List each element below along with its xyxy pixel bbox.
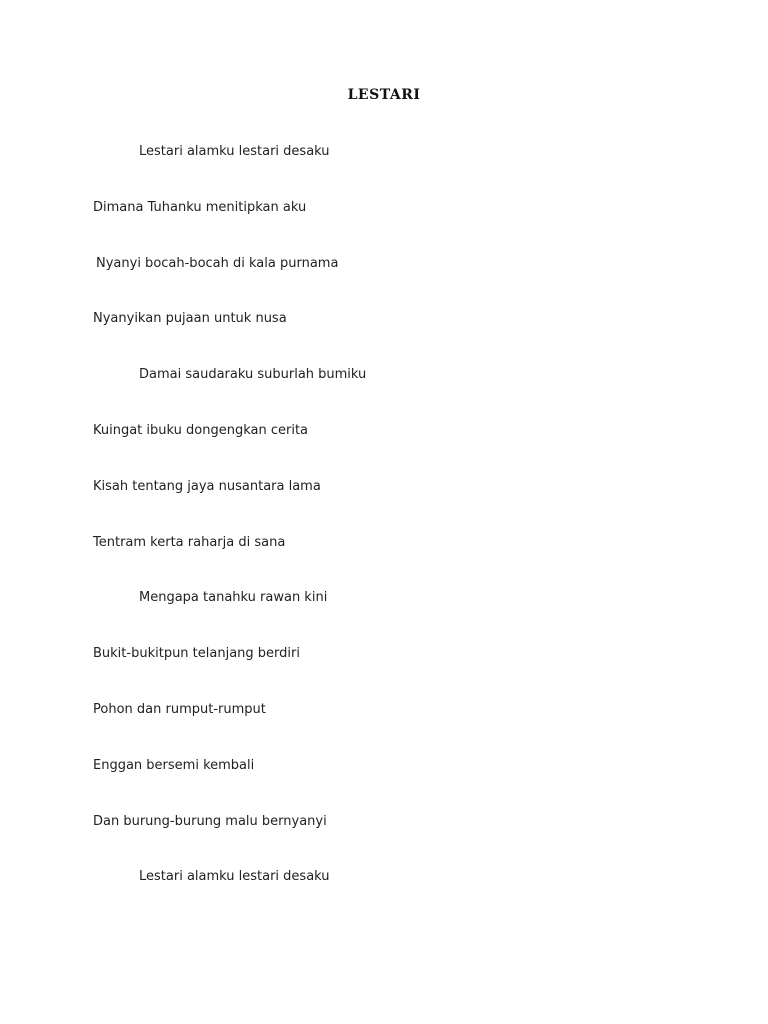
poem-line: Tentram kerta raharja di sana	[93, 534, 286, 550]
poem-line: Nyanyi bocah-bocah di kala purnama	[96, 255, 339, 271]
poem-body	[93, 143, 693, 924]
poem-line: Dan burung-burung malu bernyanyi	[93, 813, 327, 829]
poem-line: Pohon dan rumput-rumput	[93, 701, 266, 717]
poem-line: Dimana Tuhanku menitipkan aku	[93, 199, 307, 215]
poem-line: Damai saudaraku suburlah bumiku	[139, 367, 367, 383]
poem-line: Mengapa tanahku rawan kini	[139, 590, 328, 606]
poem-line: Nyanyikan pujaan untuk nusa	[93, 311, 287, 327]
poem-line: Bukit-bukitpun telanjang berdiri	[93, 646, 300, 662]
poem-line: Kisah tentang jaya nusantara lama	[93, 478, 321, 494]
poem-title: LESTARI	[347, 87, 421, 103]
poem-line: Lestari alamku lestari desaku	[139, 144, 330, 159]
poem-line: Lestari alamku lestari desaku	[139, 869, 330, 885]
poem-line: Kuingat ibuku dongengkan cerita	[93, 422, 309, 438]
poem-line: Enggan bersemi kembali	[93, 757, 255, 773]
